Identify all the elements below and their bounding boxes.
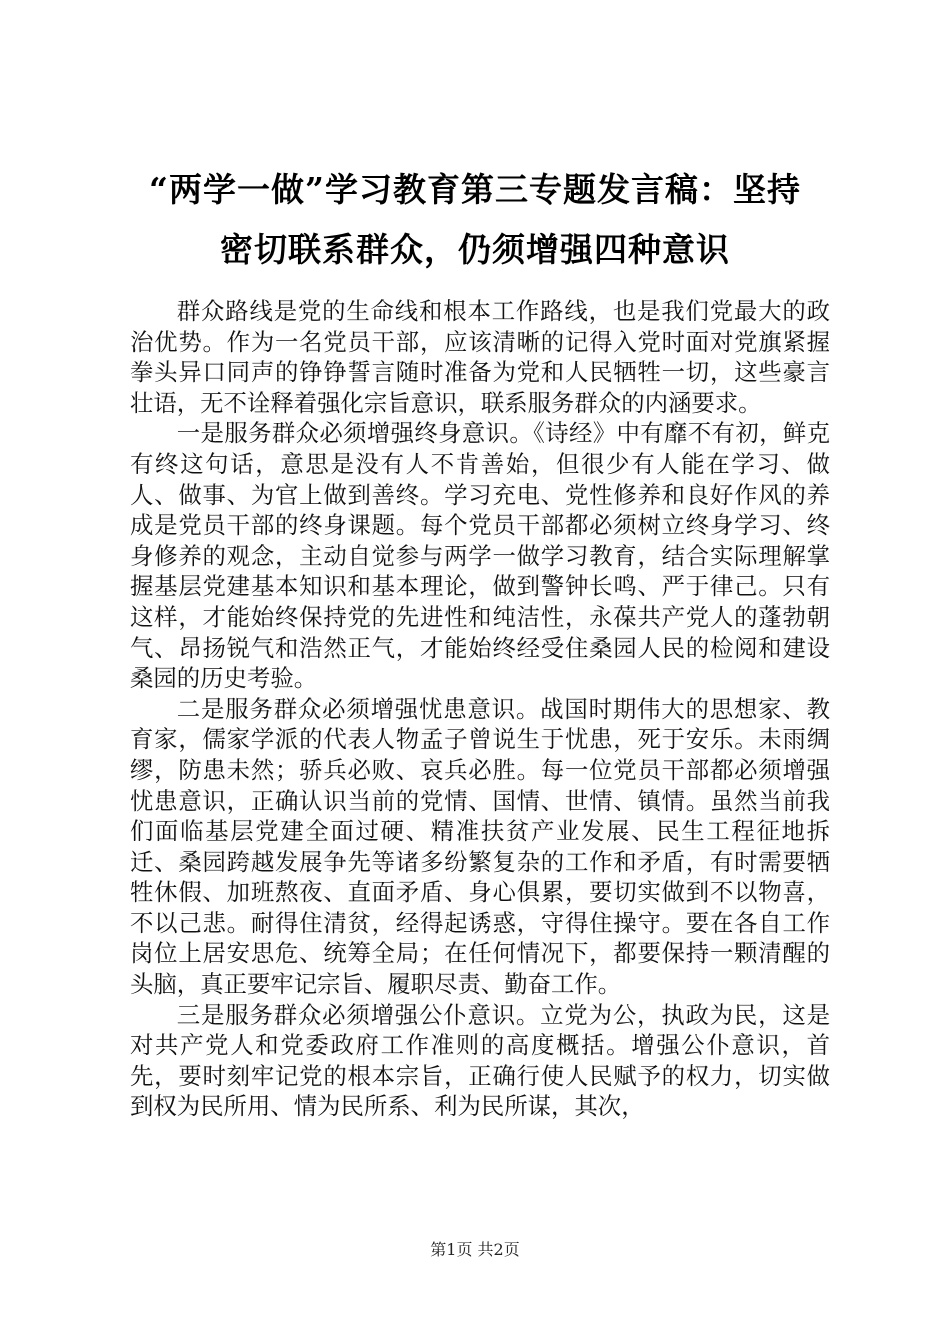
document-body: [130, 296, 830, 1122]
title-line-1: “两学一做”学习教育第三专题发言稿：坚持: [149, 170, 801, 209]
title-line-2: 密切联系群众，仍须增强四种意识: [220, 230, 730, 269]
paragraph-intro: 群众路线是党的生命线和根本工作路线，也是我们党最大的政治优势。作为一名党员干部，应该清晰的记得入党时面对党旗紧握拳头异口同声的铮铮誓言随时准备为党和人民牺牲一切，这些豪言壮语，无不诠释着强化宗旨意识，联系服务群众的内涵要求。: [130, 297, 830, 417]
page-footer: 第1页 共2页: [430, 1240, 520, 1259]
document-title: [120, 160, 830, 280]
paragraph-lifelong-awareness: 一是服务群众必须增强终身意识。《诗经》中有靡不有初，鲜克有终这句话，意思是没有人不肯善始，但很少有人能在学习、做人、做事、为官上做到善终。学习充电、党性修养和良好作风的养成是党员干部的终身课题。每个党员干部都必须树立终身学习、终身修养的观念，主动自觉参与两学一做学习教育，结合实际理解掌握基层党建基本知识和基本理论，做到警钟长鸣、严于律己。只有这样，才能始终保持党的先进性和纯洁性，永葆共产党人的蓬勃朝气、昂扬锐气和浩然正气，才能始终经受住桑园人民的检阅和建设桑园的历史考验。: [130, 419, 830, 693]
paragraph-crisis-awareness: 二是服务群众必须增强忧患意识。战国时期伟大的思想家、教育家，儒家学派的代表人物孟子曾说生于忧患，死于安乐。未雨绸缪，防患未然；骄兵必败、哀兵必胜。每一位党员干部都必须增强忧患意识，正确认识当前的党情、国情、世情、镇情。虽然当前我们面临基层党建全面过硬、精准扶贫产业发展、民生工程征地拆迁、桑园跨越发展争先等诸多纷繁复杂的工作和矛盾，有时需要牺牲休假、加班熬夜、直面矛盾、身心俱累，要切实做到不以物喜，不以己悲。耐得住清贫，经得起诱惑，守得住操守。要在各自工作岗位上居安思危、统筹全局；在任何情况下，都要保持一颗清醒的头脑，真正要牢记宗旨、履职尽责、勤奋工作。: [130, 694, 830, 999]
paragraph-servant-awareness: 三是服务群众必须增强公仆意识。立党为公，执政为民，这是对共产党人和党委政府工作准则的高度概括。增强公仆意识，首先，要时刻牢记党的根本宗旨，正确行使人民赋予的权力，切实做到权为民所用、情为民所系、利为民所谋，其次，: [130, 1000, 830, 1121]
